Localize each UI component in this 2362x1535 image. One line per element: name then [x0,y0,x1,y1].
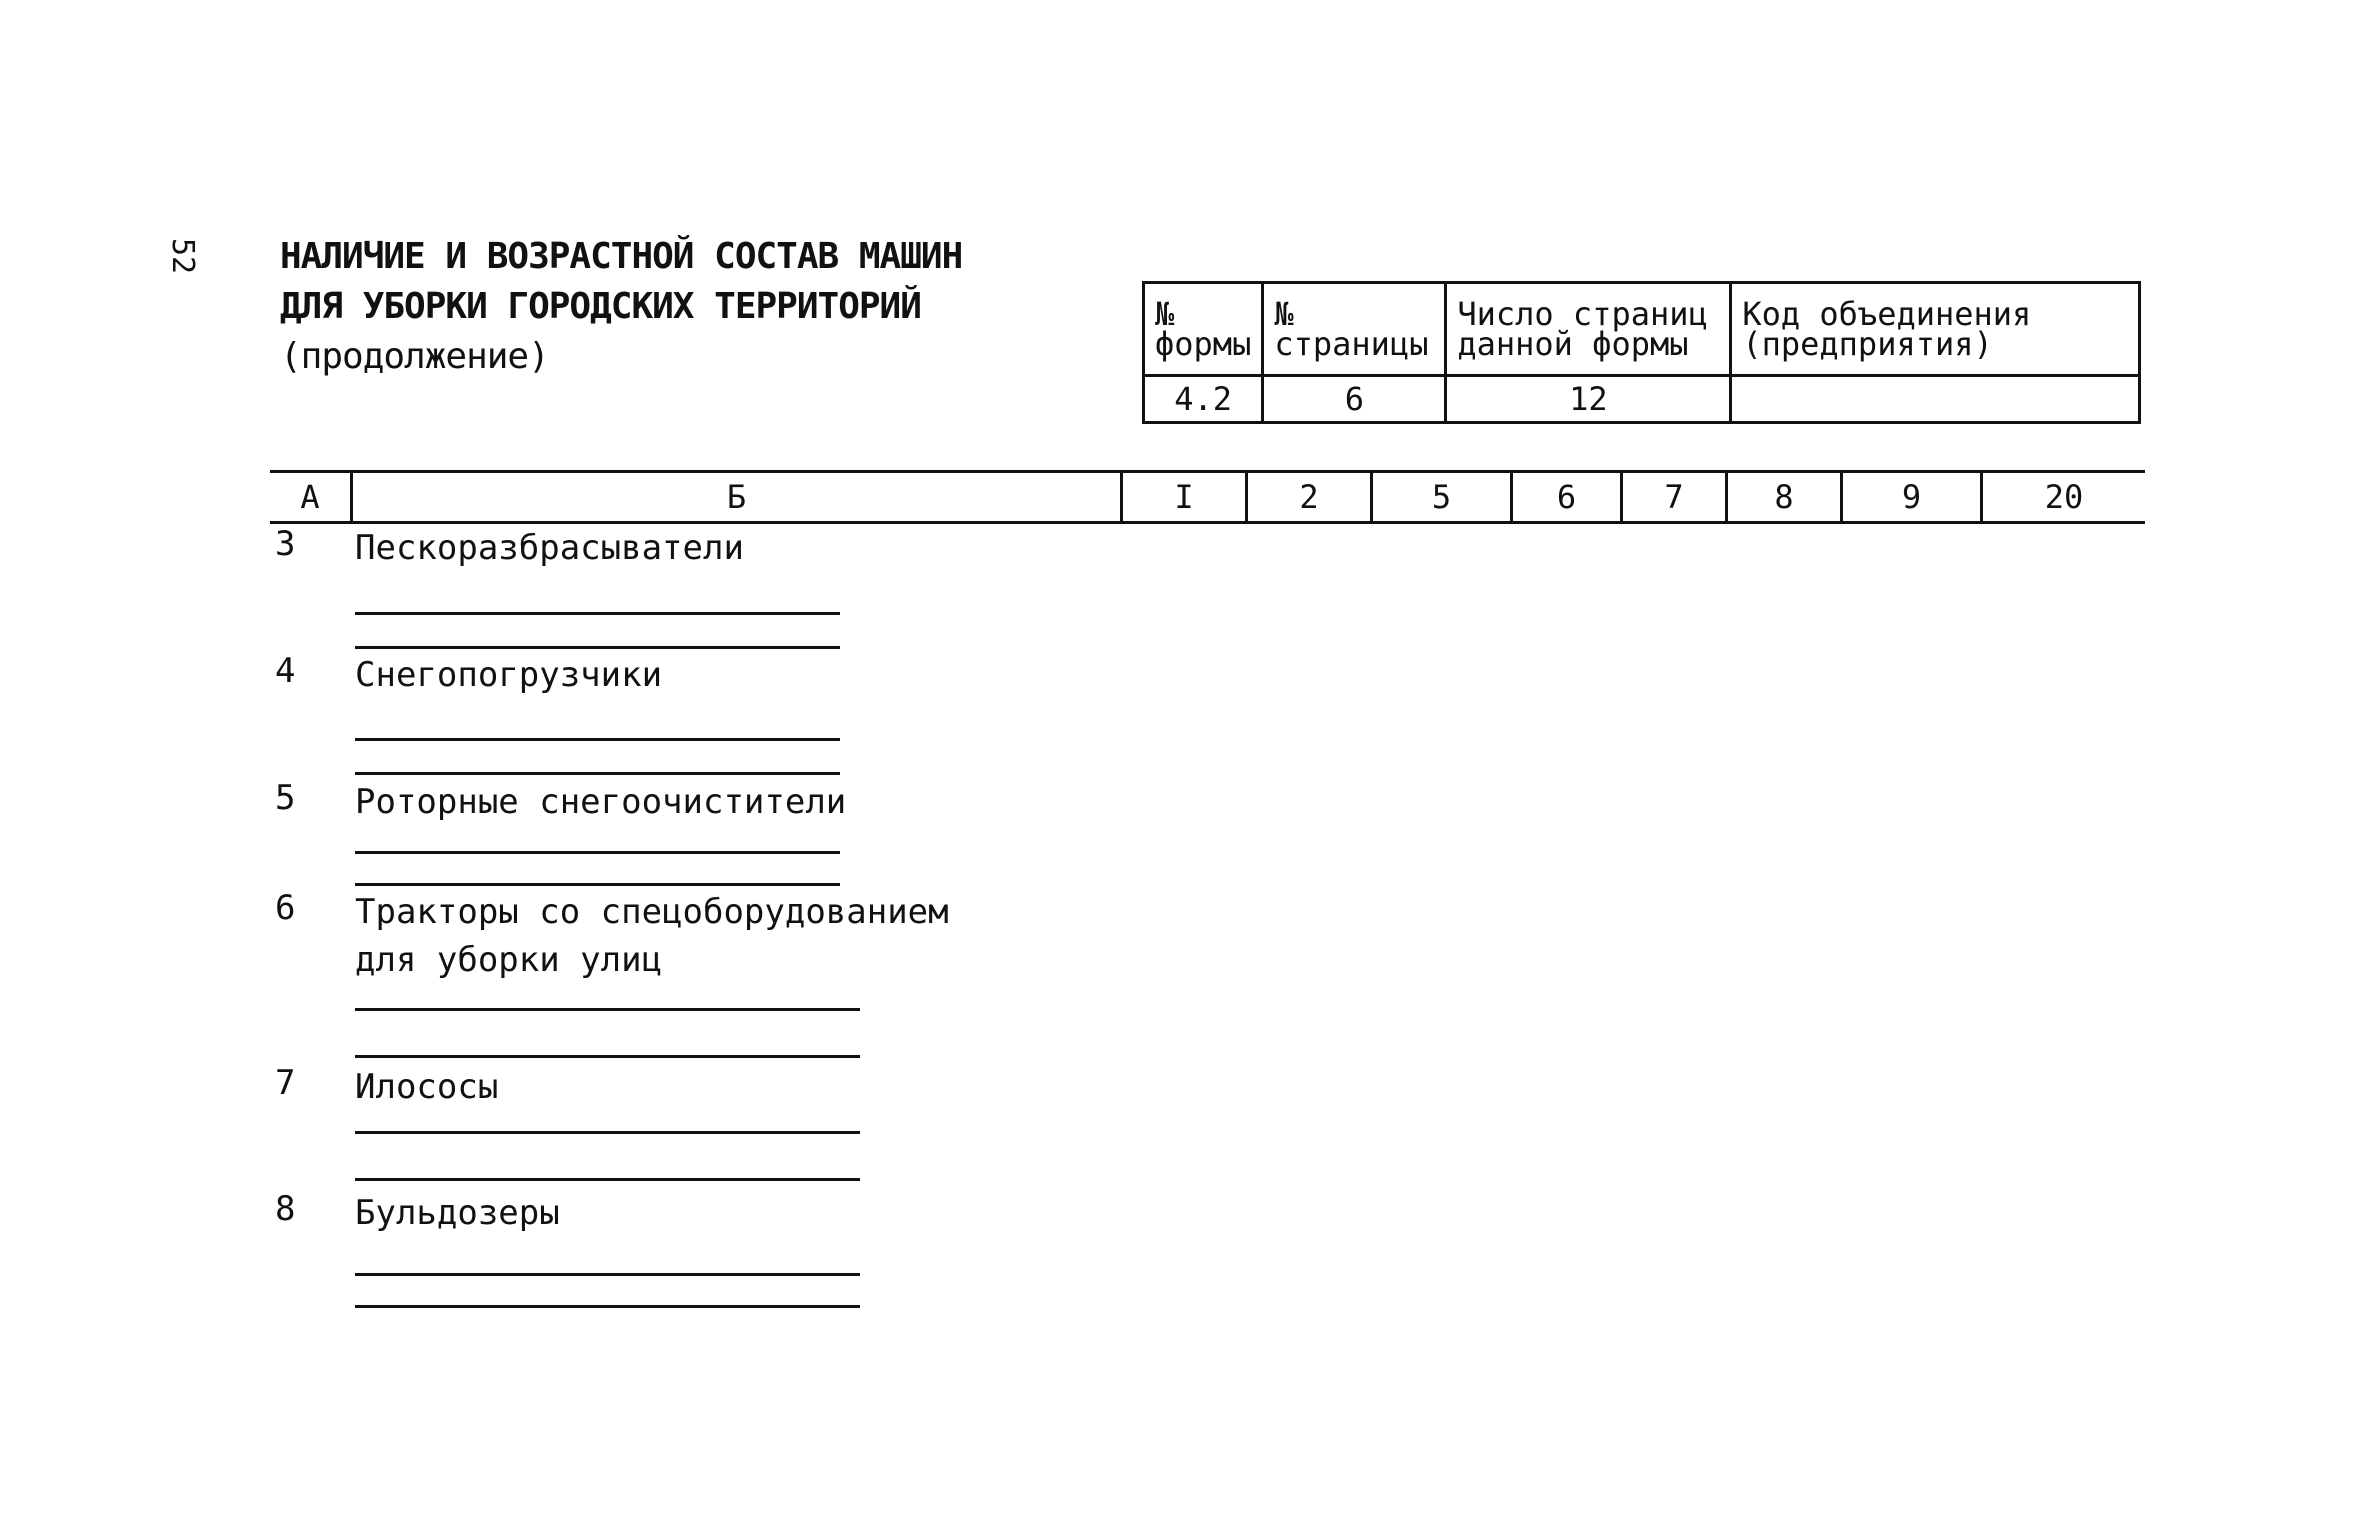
column-header: 20 [1980,473,2145,521]
column-header: Б [350,473,1120,521]
value-page-number: 6 [1263,376,1446,423]
fill-line [355,1131,860,1134]
row-number: 7 [275,1063,296,1103]
document-title [280,232,962,382]
value-association-code [1731,376,2140,423]
fill-line [355,883,840,886]
title-line-1: НАЛИЧИЕ И ВОЗРАСТНОЙ СОСТАВ МАШИН [280,236,963,277]
fill-line [355,1305,860,1308]
fill-line [355,612,840,615]
row-label: Тракторы со спецоборудованием [355,892,949,932]
header-page-count: Число страниц данной формы [1446,283,1731,376]
column-header: 6 [1510,473,1620,521]
row-number: 3 [275,524,296,564]
title-line-2: ДЛЯ УБОРКИ ГОРОДСКИХ ТЕРРИТОРИЙ [280,286,921,327]
header-form-number: № формы [1144,283,1263,376]
row-label: Роторные снегоочистители [355,782,847,822]
fill-line [355,1178,860,1181]
value-form-number: 4.2 [1144,376,1263,423]
fill-line [355,772,840,775]
row-label-continued: для уборки улиц [355,940,663,980]
row-label: Пескоразбрасыватели [355,528,744,568]
header-association-code: Код объединения (предприятия) [1731,283,2140,376]
column-header: 7 [1620,473,1725,521]
row-number: 6 [275,888,296,928]
page-number: 52 [165,238,200,275]
column-header: 2 [1245,473,1370,521]
header-page-number: № страницы [1263,283,1446,376]
fill-line [355,646,840,649]
row-label: Илососы [355,1067,499,1107]
row-number: 8 [275,1189,296,1229]
fill-line [355,738,840,741]
form-info-table [1142,281,2141,424]
row-label: Бульдозеры [355,1193,560,1233]
fill-line [355,1055,860,1058]
fill-line [355,1008,860,1011]
fill-line [355,1273,860,1276]
title-line-3: (продолжение) [280,336,549,377]
fill-line [355,851,840,854]
column-header-row [270,470,2145,524]
value-page-count: 12 [1446,376,1731,423]
row-number: 4 [275,651,296,691]
column-header: 5 [1370,473,1510,521]
row-label: Снегопогрузчики [355,655,663,695]
column-header: 8 [1725,473,1840,521]
column-header: I [1120,473,1245,521]
column-header: А [300,478,320,516]
row-number: 5 [275,778,296,818]
column-header: 9 [1840,473,1980,521]
